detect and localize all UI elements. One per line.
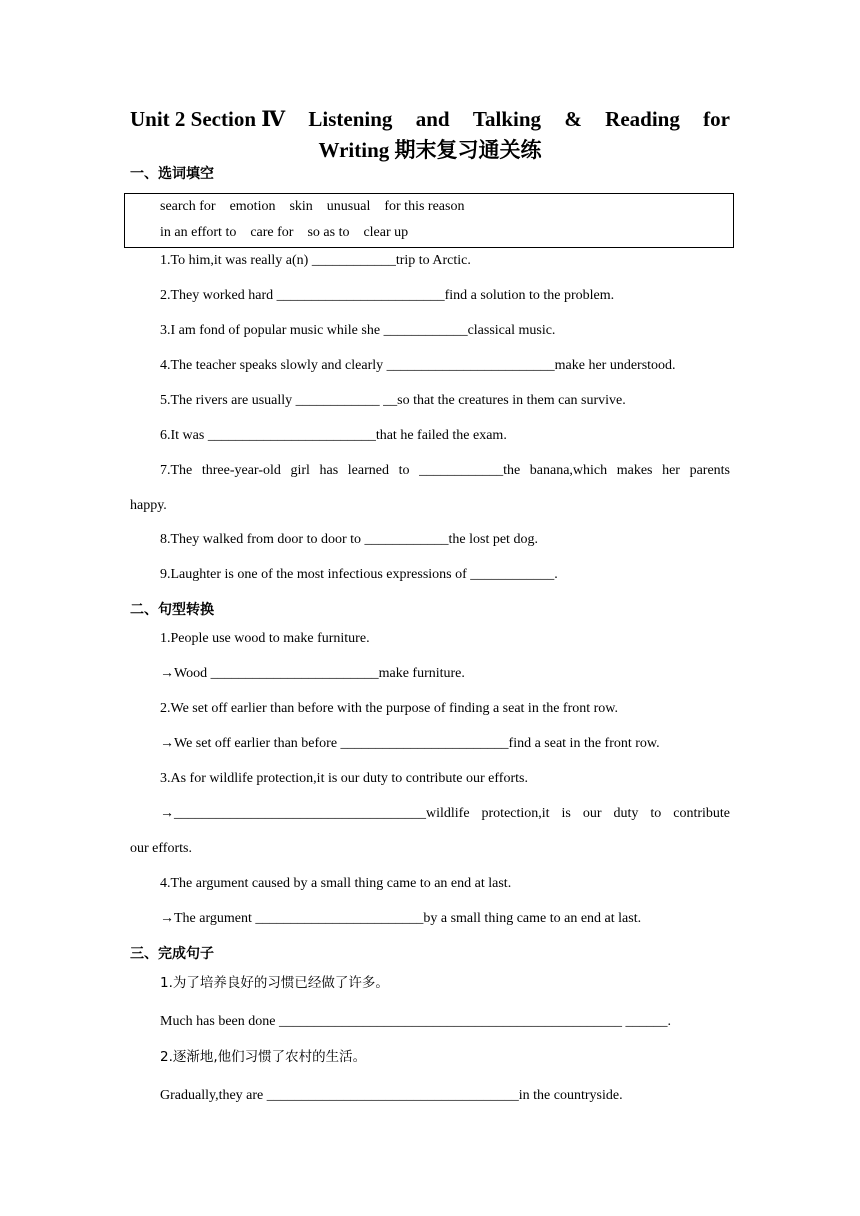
title-word: Unit 2 Section Ⅳ <box>130 107 286 131</box>
question-4: 4.The teacher speaks slowly and clearly ________________________make her understood. <box>160 358 676 373</box>
question-3: 3.I am fond of popular music while she ____________classical music. <box>160 323 556 338</box>
transform-2-answer: →We set off earlier than before ________________________find a seat in the front row. <box>160 736 660 751</box>
question-6: 6.It was ________________________that he failed the exam. <box>160 428 507 443</box>
section-heading-sentence-transform: 二、句型转换 <box>130 602 214 618</box>
question-7: 7.The three-year-old girl has learned to ____________the banana,which makes her parents <box>160 463 730 478</box>
complete-2-chinese: 2.逐渐地,他们习惯了农村的生活。 <box>160 1049 367 1065</box>
title-word: Listening <box>308 107 393 131</box>
word-bank-row-1: search for emotion skin unusual for this reason <box>160 199 465 214</box>
title-word: Reading <box>605 107 680 131</box>
complete-2-english: Gradually,they are ____________________________________in the countryside. <box>160 1088 623 1103</box>
complete-1-english: Much has been done _________________________________________________ ______. <box>160 1014 671 1029</box>
transform-2-original: 2.We set off earlier than before with the purpose of finding a seat in the front row. <box>160 701 619 716</box>
question-9: 9.Laughter is one of the most infectious expressions of ____________. <box>160 567 558 582</box>
title-word: and <box>415 107 450 131</box>
title-line-2: Writing 期末复习通关练 <box>318 138 542 162</box>
page-title <box>130 104 730 166</box>
section-heading-word-fill: 一、选词填空 <box>130 166 214 182</box>
title-word: Talking <box>472 107 542 131</box>
transform-4-original: 4.The argument caused by a small thing came to an end at last. <box>160 876 512 891</box>
word-bank-row-2: in an effort to care for so as to clear up <box>160 225 409 240</box>
word-bank-box <box>124 193 734 248</box>
title-word: for <box>703 107 730 131</box>
complete-1-chinese: 1.为了培养良好的习惯已经做了许多。 <box>160 975 389 991</box>
question-8: 8.They walked from door to door to ____________the lost pet dog. <box>160 532 538 547</box>
title-line-1 <box>130 104 730 135</box>
transform-3-answer: →____________________________________wildlife protection,it is our duty to contribute <box>160 806 730 821</box>
transform-1-answer: →Wood ________________________make furniture. <box>160 666 465 681</box>
transform-4-answer: →The argument ________________________by a small thing came to an end at last. <box>160 911 642 926</box>
transform-3-continuation: our efforts. <box>130 841 192 856</box>
transform-1-original: 1.People use wood to make furniture. <box>160 631 370 646</box>
question-1: 1.To him,it was really a(n) ____________trip to Arctic. <box>160 253 471 268</box>
transform-3-original: 3.As for wildlife protection,it is our duty to contribute our efforts. <box>160 771 528 786</box>
question-7-continuation: happy. <box>130 498 167 513</box>
section-heading-complete-sentences: 三、完成句子 <box>130 946 214 962</box>
title-word: & <box>564 107 582 131</box>
question-5: 5.The rivers are usually ____________ __so that the creatures in them can survive. <box>160 393 626 408</box>
question-2: 2.They worked hard ________________________find a solution to the problem. <box>160 288 615 303</box>
